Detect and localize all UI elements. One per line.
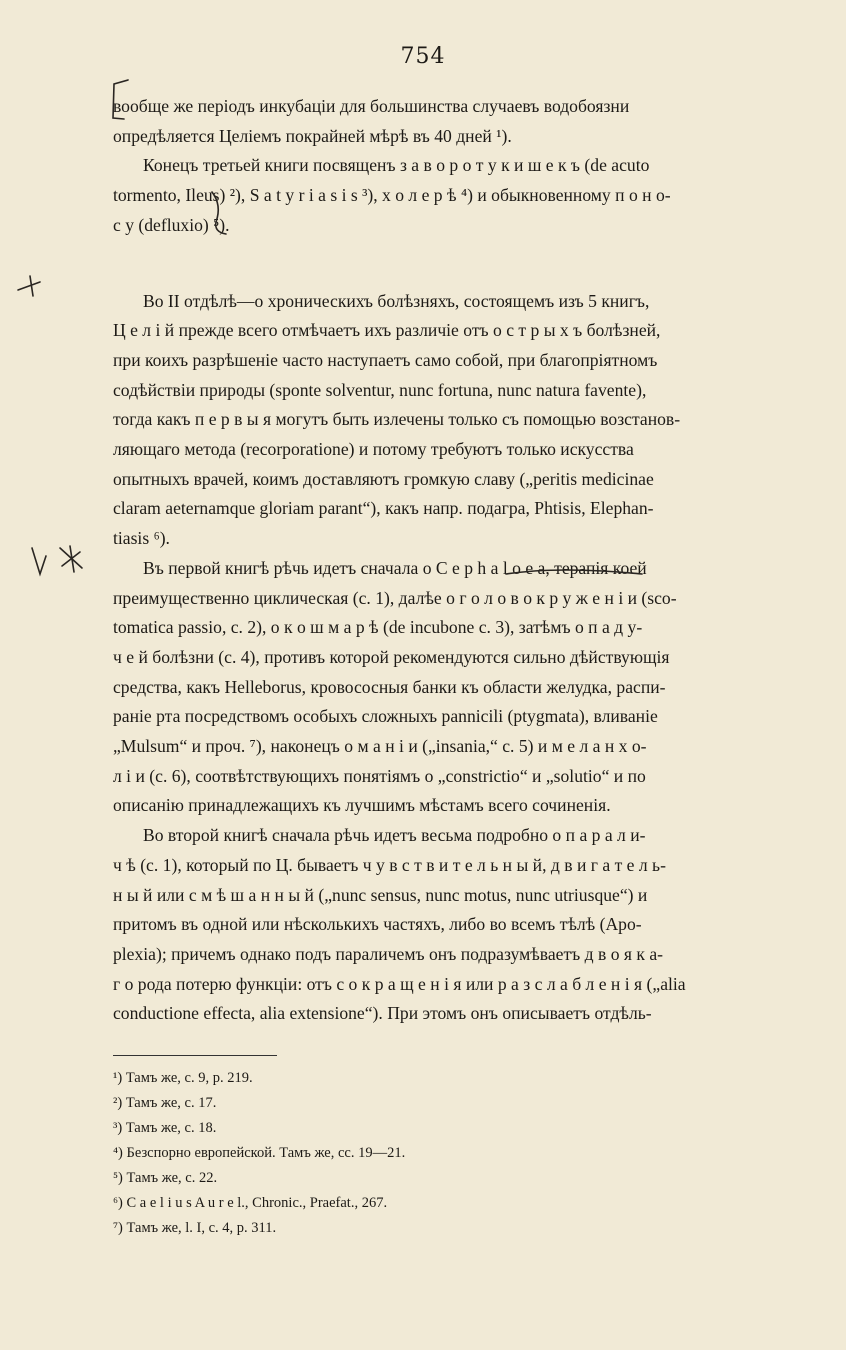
text-line: Ц е л і й прежде всего отмѣчаетъ ихъ различіе отъ о с т р ы х ъ болѣзней, — [113, 320, 661, 341]
footnote-mark: ²) — [113, 1095, 123, 1111]
text-line: tiasis ⁶). — [113, 528, 170, 549]
footnote-mark: ¹) — [113, 1070, 123, 1086]
footnote-divider — [113, 1055, 277, 1056]
footnotes — [113, 1066, 753, 1241]
text-line: описанію принадлежащихъ къ лучшимъ мѣстамъ всего сочиненія. — [113, 795, 611, 816]
footnote-text: Тамъ же, с. 18. — [125, 1120, 217, 1136]
text-line: тогда какъ п е р в ы я могутъ быть излечены только съ помощью возстанов- — [113, 409, 681, 430]
paragraph-third-book — [113, 151, 783, 240]
footnote — [113, 1066, 753, 1091]
text-line: вообще же періодъ инкубаціи для большинства случаевъ водобоязни — [113, 96, 630, 116]
text-line: Конецъ третьей книги посвященъ з а в о р о т у к и ш е к ъ (de acuto — [143, 155, 650, 176]
page-number: 754 — [400, 44, 446, 69]
footnote — [113, 1166, 753, 1191]
text-line: при коихъ разрѣшеніе часто наступаетъ само собой, при благопріятномъ — [113, 349, 658, 370]
text-line: ляющаго метода (recorporatione) и потому требуютъ только искусства — [113, 439, 634, 460]
footnote-text: Безспорно европейской. Тамъ же, сс. 19—21. — [126, 1145, 406, 1161]
text-line: Въ первой книгѣ рѣчь идетъ сначала о C e p h a l o e a, терапія коей — [143, 557, 647, 578]
footnote — [113, 1191, 753, 1216]
footnote-mark: ⁴) — [113, 1145, 123, 1161]
dash-mark — [18, 276, 40, 296]
footnote-mark: ⁷) — [113, 1220, 123, 1236]
text-line: Во второй книгѣ сначала рѣчь идетъ весьма подробно о п а р а л и- — [143, 825, 646, 846]
footnote-text: Тамъ же, с. 9, р. 219. — [125, 1070, 253, 1086]
text-line: ч ѣ (с. 1), который по Ц. бываетъ ч у в с т в и т е л ь н ы й, д в и г а т е л ь- — [113, 854, 666, 875]
text-line: claram aeternamque gloriam parant“), какъ напр. подагра, Phtisis, Elephan- — [113, 498, 654, 519]
text-line: Во II отдѣлѣ—о хроническихъ болѣзняхъ, состоящемъ изъ 5 книгъ, — [143, 290, 650, 311]
footnote-mark: ⁶) — [113, 1195, 123, 1211]
text-line: tomatica passio, с. 2), о к о ш м а р ѣ (de incubone с. 3), затѣмъ о п а д у- — [113, 617, 643, 638]
text-line: опредѣляется Целіемъ покрайней мѣрѣ въ 40 дней ¹). — [113, 125, 512, 146]
text-line: ч е й болѣзни (с. 4), противъ которой рекомендуются сильно дѣйствующія — [113, 646, 670, 667]
text-line: „Mulsum“ и проч. ⁷), наконецъ о м а н і и („insania,“ с. 5) и м е л а н х о- — [113, 736, 647, 757]
footnote-text: Тамъ же, с. 22. — [126, 1170, 218, 1186]
asterisk-mark — [60, 546, 82, 572]
text-line: преимущественно циклическая (с. 1), далѣе о г о л о в о к р у ж е н і и (sco- — [113, 587, 677, 608]
check-mark — [32, 548, 46, 574]
paragraph-first-book — [113, 554, 783, 821]
text-line: с у (defluxio) ⁵). — [113, 214, 230, 235]
text-line: притомъ въ одной или нѣсколькихъ частяхъ, либо во всемъ тѣлѣ (Apo- — [113, 914, 642, 935]
text-line: plexia); причемъ однако подъ параличемъ онъ подразумѣваетъ д в о я к а- — [113, 943, 664, 964]
text-line: средства, какъ Helleborus, кровососныя банки къ области желудка, распи- — [113, 676, 666, 697]
text-line: л і и (с. 6), соотвѣтствующихъ понятіямъ о „constrictio“ и „solutio“ и по — [113, 765, 646, 786]
footnote-mark: ³) — [113, 1120, 123, 1136]
text-line: г о рода потерю функціи: отъ с о к р а щ е н і я или р а з с л а б л е н і я („alia — [113, 973, 686, 994]
footnote-text: C a e l i u s A u r e l., Chronic., Praefat., 267. — [126, 1195, 388, 1211]
text-line: н ы й или с м ѣ ш а н н ы й („nunc sensus, nunc motus, nunc utriusque“) и — [113, 884, 648, 905]
text-line: tormento, Ileus) ²), S a t y r i a s i s ³), х о л е р ѣ ⁴) и обыкновенному п о н о- — [113, 185, 671, 206]
body-text — [113, 92, 783, 1029]
paragraph-chronic-diseases — [113, 287, 783, 554]
footnote — [113, 1116, 753, 1141]
text-line: conductione effecta, alia extensione“). При этомъ онъ описываетъ отдѣль- — [113, 1003, 652, 1024]
footnote-text: Тамъ же, с. 17. — [125, 1095, 217, 1111]
footnote — [113, 1141, 753, 1166]
footnote-text: Тамъ же, l. I, c. 4, p. 311. — [126, 1220, 277, 1236]
paragraph-incubation — [113, 92, 783, 151]
footnote — [113, 1216, 753, 1241]
text-line: содѣйствіи природы (sponte solventur, nunc fortuna, nunc natura favente), — [113, 379, 647, 400]
footnote — [113, 1091, 753, 1116]
paragraph-second-book — [113, 821, 783, 1029]
text-line: раніе рта посредствомъ особыхъ сложныхъ pannicili (ptygmata), вливаніе — [113, 706, 658, 727]
footnote-mark: ⁵) — [113, 1170, 123, 1186]
text-line: опытныхъ врачей, коимъ доставляютъ громкую славу („peritis medicinae — [113, 468, 654, 489]
